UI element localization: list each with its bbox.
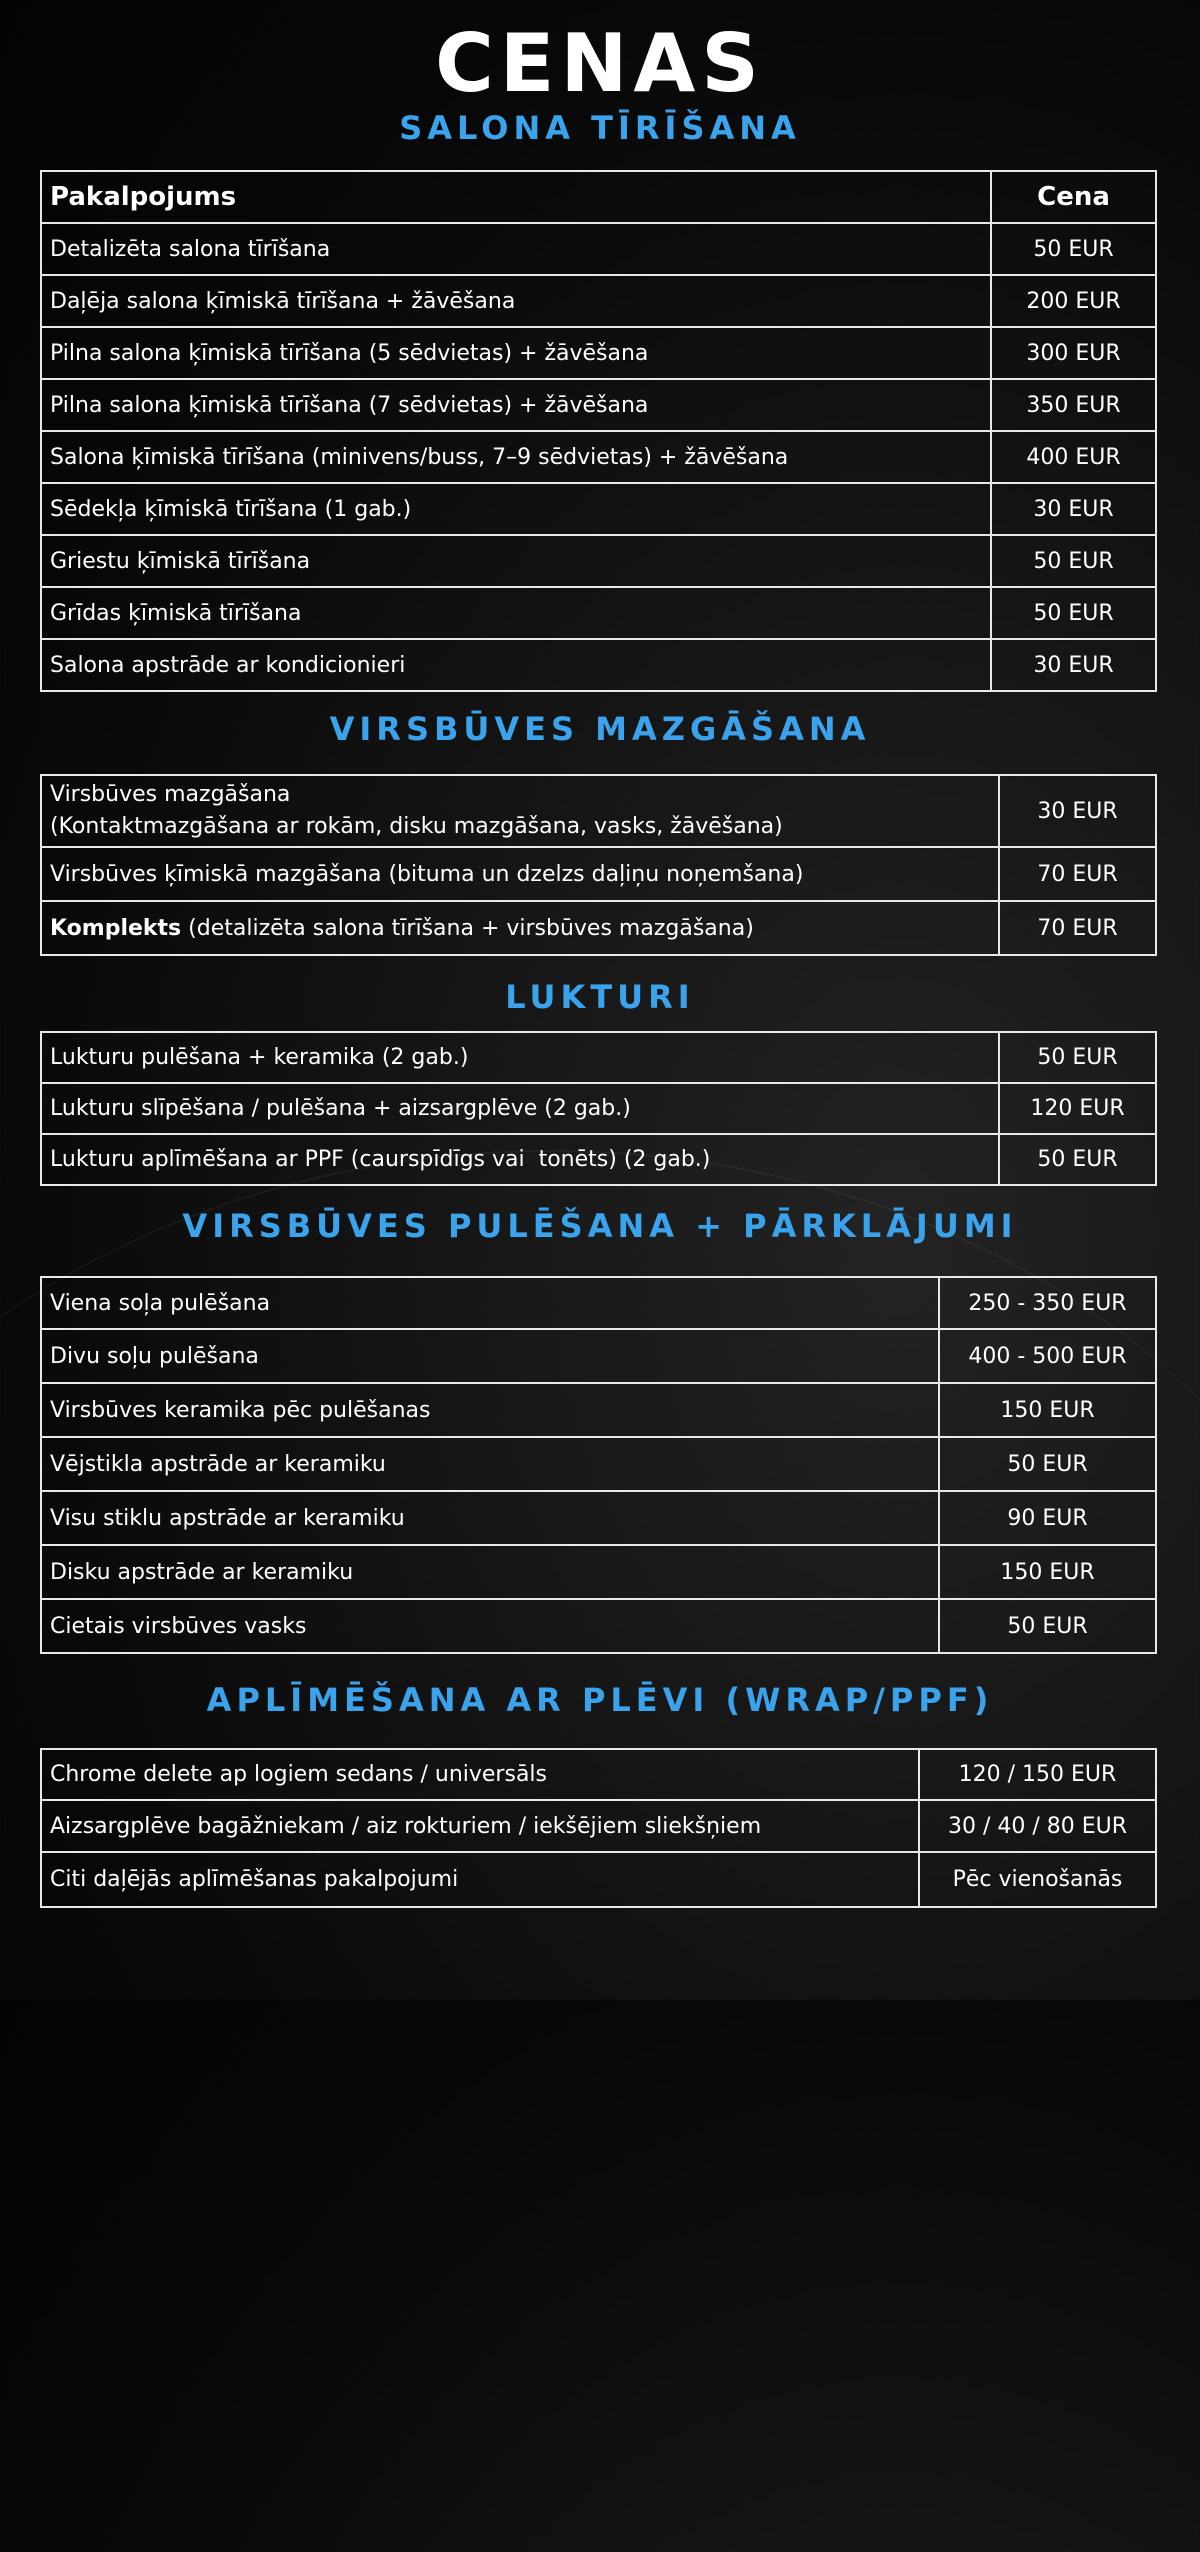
service-name (41, 775, 999, 847)
table-row (41, 1749, 1156, 1800)
table-row (41, 1134, 1156, 1185)
service-price: 50 EUR (999, 1134, 1156, 1185)
service-name: Sēdekļa ķīmiskā tīrīšana (1 gab.) (41, 483, 991, 535)
price-table-lukturi (40, 1031, 1157, 1186)
service-name: Disku apstrāde ar keramiku (41, 1545, 939, 1599)
price-table-virsbuves-mazgasana (40, 774, 1157, 956)
service-name: Aizsargplēve bagāžniekam / aiz rokturiem / iekšējiem sliekšņiem (41, 1800, 919, 1852)
table-row (41, 775, 1156, 847)
service-name: Virsbūves ķīmiskā mazgāšana (bituma un dzelzs daļiņu noņemšana) (41, 847, 999, 901)
service-name: Viena soļa pulēšana (41, 1277, 939, 1329)
service-price: 50 EUR (939, 1437, 1156, 1491)
table-row (41, 1277, 1156, 1329)
table-row (41, 1437, 1156, 1491)
service-name: Pilna salona ķīmiskā tīrīšana (7 sēdvietas) + žāvēšana (41, 379, 991, 431)
table-row (41, 1083, 1156, 1134)
service-name: Detalizēta salona tīrīšana (41, 223, 991, 275)
service-price: 350 EUR (991, 379, 1156, 431)
section-title-virsbuves-pulesana: VIRSBŪVES PULĒŠANA + PĀRKLĀJUMI (182, 1207, 1018, 1245)
service-name: Vējstikla apstrāde ar keramiku (41, 1437, 939, 1491)
service-name-bold: Komplekts (50, 915, 182, 941)
service-name: Lukturu slīpēšana / pulēšana + aizsargplēve (2 gab.) (41, 1083, 999, 1134)
service-price: 150 EUR (939, 1383, 1156, 1437)
table-row (41, 1491, 1156, 1545)
service-name: Visu stiklu apstrāde ar keramiku (41, 1491, 939, 1545)
service-price: 30 EUR (999, 775, 1156, 847)
service-name-main: Virsbūves mazgāšana (50, 782, 291, 807)
price-table-salona-tirisana (40, 170, 1157, 692)
service-price: 400 - 500 EUR (939, 1329, 1156, 1383)
section-title-aplimesana: APLĪMĒŠANA AR PLĒVI (WRAP/PPF) (206, 1681, 994, 1719)
service-price: 30 EUR (991, 639, 1156, 691)
service-price: 70 EUR (999, 847, 1156, 901)
service-name (41, 901, 999, 955)
table-row (41, 587, 1156, 639)
table-row (41, 847, 1156, 901)
table-row (41, 901, 1156, 955)
table-row (41, 1800, 1156, 1852)
header-service: Pakalpojums (41, 171, 991, 223)
service-price: 50 EUR (999, 1032, 1156, 1083)
table-row (41, 379, 1156, 431)
service-price: 120 EUR (999, 1083, 1156, 1134)
section-title-lukturi: LUKTURI (505, 978, 695, 1016)
service-price: 200 EUR (991, 275, 1156, 327)
service-price: 70 EUR (999, 901, 1156, 955)
service-name: Salona apstrāde ar kondicionieri (41, 639, 991, 691)
table-row (41, 275, 1156, 327)
section-title-virsbuves-mazgasana: VIRSBŪVES MAZGĀŠANA (329, 710, 871, 748)
service-name: Divu soļu pulēšana (41, 1329, 939, 1383)
service-price: 250 - 350 EUR (939, 1277, 1156, 1329)
service-name: Pilna salona ķīmiskā tīrīšana (5 sēdvietas) + žāvēšana (41, 327, 991, 379)
table-row (41, 327, 1156, 379)
service-price: 50 EUR (991, 535, 1156, 587)
header-price: Cena (991, 171, 1156, 223)
price-table-aplimesana (40, 1748, 1157, 1908)
table-row (41, 1545, 1156, 1599)
service-name: Salona ķīmiskā tīrīšana (minivens/buss, 7–9 sēdvietas) + žāvēšana (41, 431, 991, 483)
service-name: Daļēja salona ķīmiskā tīrīšana + žāvēšana (41, 275, 991, 327)
price-table-virsbuves-pulesana (40, 1276, 1157, 1654)
service-price: Pēc vienošanās (919, 1852, 1156, 1907)
service-name: Grīdas ķīmiskā tīrīšana (41, 587, 991, 639)
table-row (41, 1383, 1156, 1437)
table-row (41, 1599, 1156, 1653)
service-name: Chrome delete ap logiem sedans / universāls (41, 1749, 919, 1800)
service-name-rest: (detalizēta salona tīrīšana + virsbūves mazgāšana) (181, 915, 754, 941)
service-price: 50 EUR (939, 1599, 1156, 1653)
service-name: Lukturu pulēšana + keramika (2 gab.) (41, 1032, 999, 1083)
service-name: Lukturu aplīmēšana ar PPF (caurspīdīgs vai tonēts) (2 gab.) (41, 1134, 999, 1185)
service-price: 400 EUR (991, 431, 1156, 483)
table-row (41, 483, 1156, 535)
table-row (41, 1032, 1156, 1083)
service-price: 50 EUR (991, 223, 1156, 275)
table-header-row (41, 171, 1156, 223)
service-name: Cietais virsbūves vasks (41, 1599, 939, 1653)
service-price: 90 EUR (939, 1491, 1156, 1545)
table-row (41, 1329, 1156, 1383)
section-title-salona-tirisana: SALONA TĪRĪŠANA (399, 109, 801, 147)
service-name: Citi daļējās aplīmēšanas pakalpojumi (41, 1852, 919, 1907)
table-row (41, 535, 1156, 587)
service-name-detail: (Kontaktmazgāšana ar rokām, disku mazgāšana, vasks, žāvēšana) (50, 814, 783, 839)
table-row (41, 223, 1156, 275)
table-row (41, 1852, 1156, 1907)
service-price: 150 EUR (939, 1545, 1156, 1599)
service-price: 300 EUR (991, 327, 1156, 379)
service-price: 120 / 150 EUR (919, 1749, 1156, 1800)
table-row (41, 431, 1156, 483)
service-name: Griestu ķīmiskā tīrīšana (41, 535, 991, 587)
service-price: 30 EUR (991, 483, 1156, 535)
service-price: 30 / 40 / 80 EUR (919, 1800, 1156, 1852)
service-price: 50 EUR (991, 587, 1156, 639)
page-title: CENAS (435, 17, 765, 110)
service-name: Virsbūves keramika pēc pulēšanas (41, 1383, 939, 1437)
table-row (41, 639, 1156, 691)
